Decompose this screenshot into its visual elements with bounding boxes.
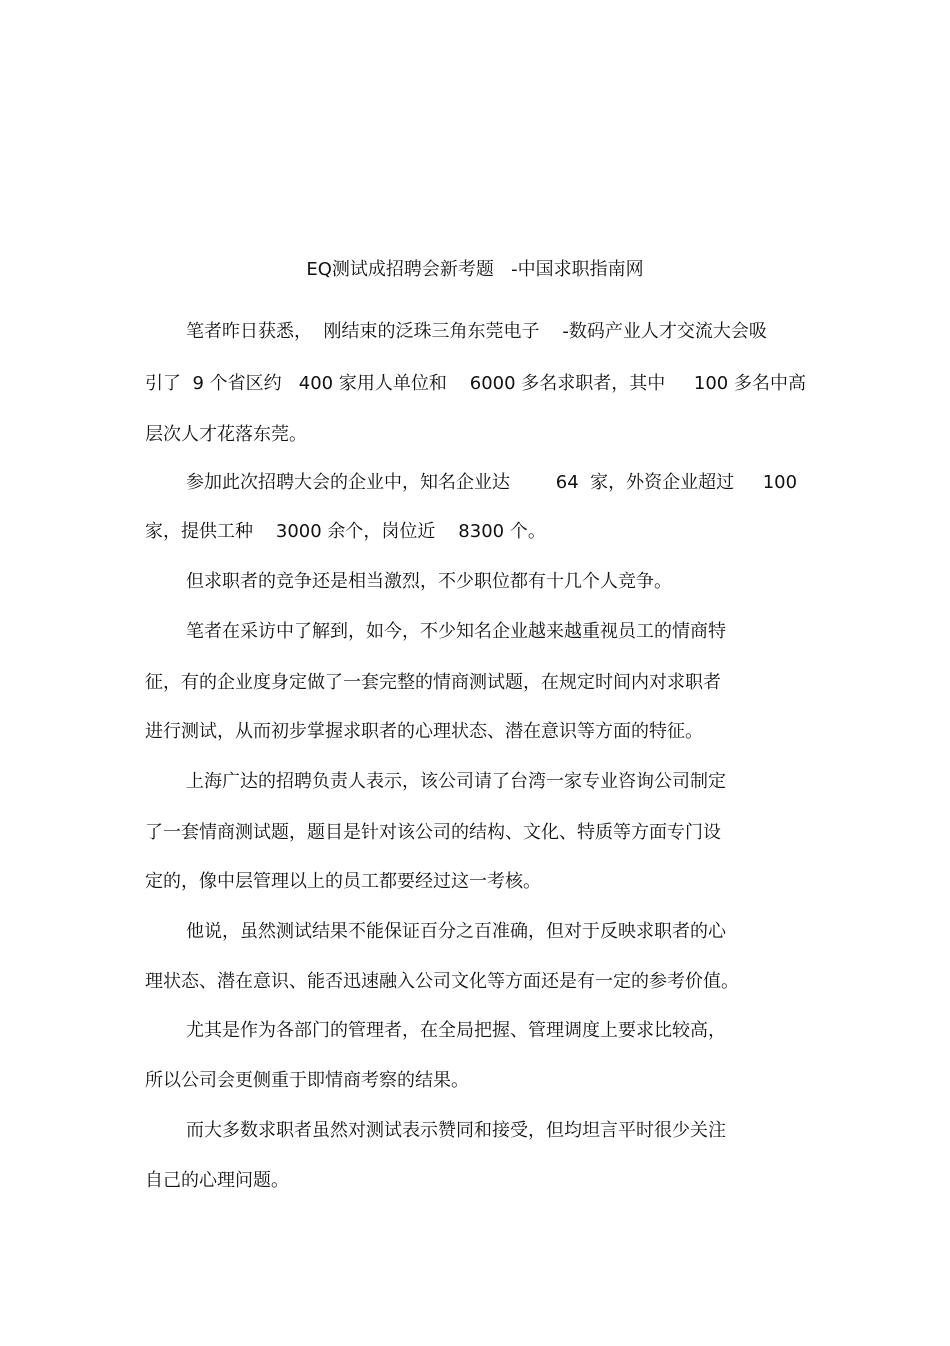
- paragraph-8-line-1: 而大多数求职者虽然对测试表示赞同和接受，但均坦言平时很少关注: [186, 1120, 726, 1141]
- paragraph-1-line-2: 引了 9 个省区约 400 家用人单位和 6000 多名求职者，其中 100 多名中高: [145, 373, 806, 394]
- paragraph-6-line-1: 他说，虽然测试结果不能保证百分之百准确，但对于反映求职者的心: [186, 921, 726, 942]
- paragraph-4-line-1: 笔者在采访中了解到，如今，不少知名企业越来越重视员工的情商特: [186, 621, 726, 642]
- paragraph-7-line-1: 尤其是作为各部门的管理者，在全局把握、管理调度上要求比较高，: [186, 1020, 726, 1041]
- paragraph-7-line-2: 所以公司会更侧重于即情商考察的结果。: [145, 1070, 469, 1091]
- paragraph-8-line-2: 自己的心理问题。: [145, 1170, 289, 1191]
- paragraph-1-line-3: 层次人才花落东莞。: [145, 424, 307, 445]
- paragraph-6-line-2: 理状态、潜在意识、能否迅速融入公司文化等方面还是有一定的参考价值。: [145, 971, 739, 992]
- paragraph-1-line-1: 笔者昨日获悉， 刚结束的泛珠三角东莞电子 -数码产业人才交流大会吸: [186, 321, 767, 342]
- paragraph-4-line-3: 进行测试，从而初步掌握求职者的心理状态、潜在意识等方面的特征。: [145, 721, 703, 742]
- paragraph-4-line-2: 征，有的企业度身定做了一套完整的情商测试题，在规定时间内对求职者: [145, 672, 721, 693]
- paragraph-5-line-1: 上海广达的招聘负责人表示，该公司请了台湾一家专业咨询公司制定: [186, 771, 726, 792]
- paragraph-5-line-2: 了一套情商测试题，题目是针对该公司的结构、文化、特质等方面专门设: [145, 822, 721, 843]
- paragraph-2-line-1: 参加此次招聘大会的企业中，知名企业达 64 家，外资企业超过 100: [186, 472, 798, 493]
- document-title: EQ测试成招聘会新考题 -中国求职指南网: [306, 259, 644, 280]
- paragraph-3-line-1: 但求职者的竞争还是相当激烈，不少职位都有十几个人竞争。: [186, 571, 672, 592]
- paragraph-2-line-2: 家，提供工种 3000 余个，岗位近 8300 个。: [145, 521, 546, 542]
- paragraph-5-line-3: 定的，像中层管理以上的员工都要经过这一考核。: [145, 871, 541, 892]
